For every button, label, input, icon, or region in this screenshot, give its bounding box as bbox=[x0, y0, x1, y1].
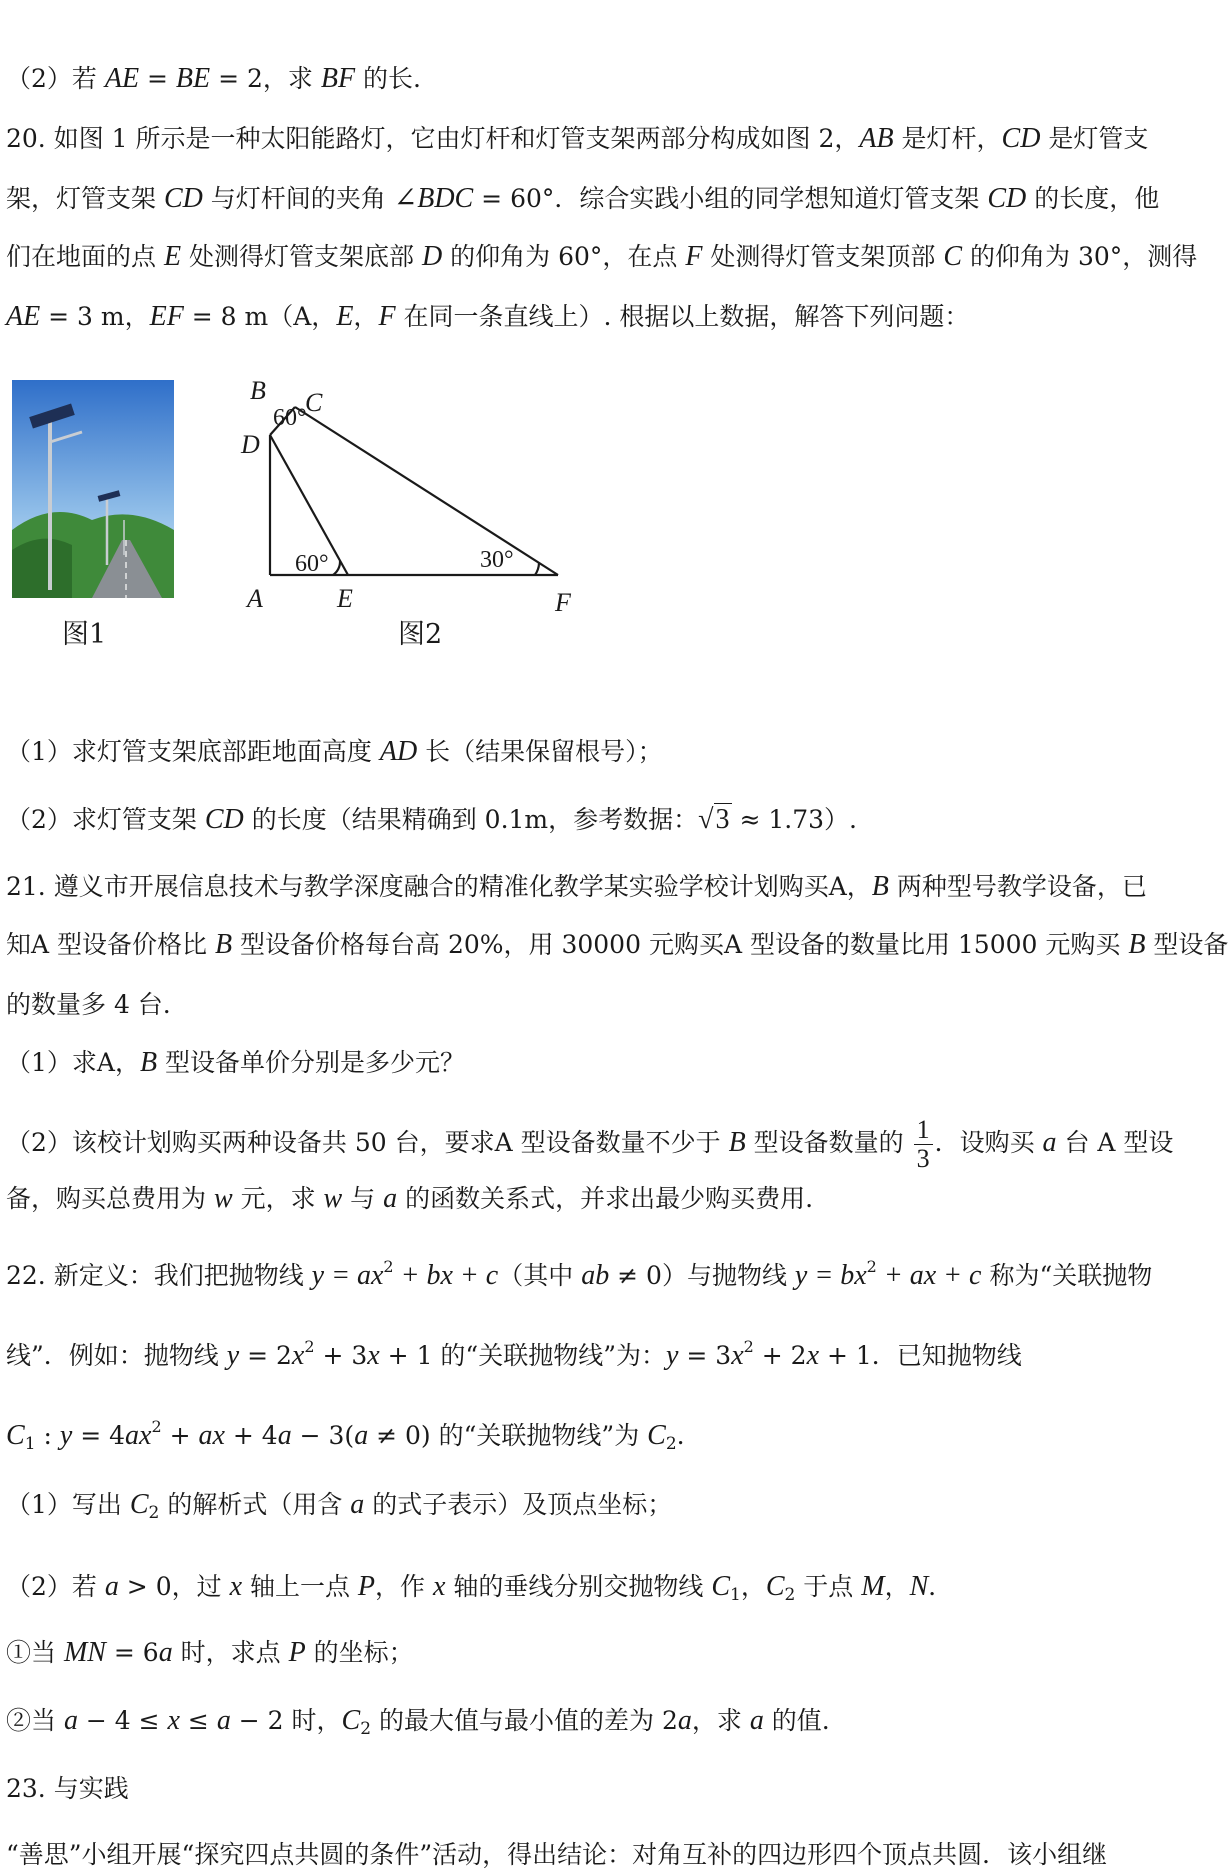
math-symbol: B bbox=[139, 1047, 158, 1078]
math-symbol: y = ax bbox=[311, 1260, 384, 1291]
math-superscript: 2 bbox=[866, 1257, 877, 1276]
math-sqrt bbox=[698, 803, 731, 835]
text-line-12 bbox=[6, 1182, 813, 1216]
text-line-4 bbox=[6, 300, 969, 334]
math-symbol: MN bbox=[63, 1637, 106, 1668]
text-line-8 bbox=[6, 928, 1228, 962]
text-run: 架，灯管支架 bbox=[6, 184, 164, 213]
label-f: F bbox=[555, 588, 571, 617]
figure-2-caption: 图2 bbox=[398, 619, 443, 650]
math-symbol: CD bbox=[204, 804, 244, 835]
math-subscript: 2 bbox=[665, 1434, 677, 1454]
text-line-10 bbox=[6, 1046, 465, 1080]
sqrt-sign: √ bbox=[698, 804, 714, 835]
math-symbol: ∠BDC bbox=[393, 183, 474, 214]
text-line-11 bbox=[6, 1116, 1173, 1173]
math-symbol: AE bbox=[104, 63, 140, 94]
math-superscript: 2 bbox=[383, 1257, 394, 1276]
math-symbol: w bbox=[323, 1183, 343, 1214]
text-run: 台 A 型设 bbox=[1056, 1128, 1174, 1157]
label-c: C bbox=[305, 388, 323, 417]
math-symbol: y bbox=[226, 1340, 240, 1371]
math-symbol: AB bbox=[859, 123, 894, 154]
math-symbol: x bbox=[367, 1340, 380, 1371]
text-run: 的坐标； bbox=[305, 1638, 414, 1667]
math-symbol: B bbox=[214, 929, 233, 960]
text-run: = 2，求 bbox=[210, 64, 321, 93]
text-run: 的最大值与最小值的差为 2 bbox=[371, 1706, 678, 1735]
text-run: 20. 如图 1 所示是一种太阳能路灯，它由灯杆和灯管支架两部分构成如图 2， bbox=[6, 124, 860, 153]
text-line-0 bbox=[6, 62, 421, 96]
math-symbol: C bbox=[711, 1571, 730, 1602]
angle-arc-e bbox=[333, 561, 340, 575]
text-run: ， bbox=[884, 1572, 910, 1601]
text-line-18 bbox=[6, 1636, 414, 1670]
math-symbol: a bbox=[677, 1705, 692, 1736]
math-symbol: F bbox=[378, 301, 396, 332]
math-fraction bbox=[914, 1116, 933, 1173]
text-run: ≠ 0）与抛物线 bbox=[609, 1261, 795, 1290]
text-run: （1）求A， bbox=[6, 1048, 140, 1077]
math-superscript: 2 bbox=[151, 1417, 162, 1436]
math-subscript: 1 bbox=[730, 1585, 741, 1605]
text-run: 是灯管支 bbox=[1040, 124, 1149, 153]
text-run: = 3 m， bbox=[40, 302, 150, 331]
text-run: 在同一条直线上）. 根据以上数据，解答下列问题： bbox=[395, 302, 970, 331]
text-run: ，作 bbox=[375, 1572, 433, 1601]
math-symbol: a bbox=[63, 1705, 78, 1736]
sqrt-radicand: 3 bbox=[715, 804, 730, 835]
math-symbol: P bbox=[288, 1637, 306, 1668]
math-symbol: y bbox=[59, 1420, 73, 1451]
text-line-1 bbox=[6, 122, 1148, 156]
text-line-15 bbox=[6, 1410, 685, 1461]
math-subscript: 2 bbox=[148, 1503, 160, 1523]
math-symbol: E bbox=[163, 241, 182, 272]
math-symbol: a bbox=[158, 1637, 173, 1668]
text-run: = 3 bbox=[678, 1341, 732, 1370]
math-symbol: y bbox=[666, 1340, 679, 1371]
text-line-16 bbox=[6, 1488, 672, 1530]
math-symbol: BF bbox=[320, 63, 356, 94]
text-run: 于点 bbox=[795, 1572, 862, 1601]
angle-arc-f bbox=[535, 563, 539, 575]
text-line-17 bbox=[6, 1570, 953, 1612]
text-run: ， bbox=[353, 302, 379, 331]
text-line-14 bbox=[6, 1330, 1022, 1373]
math-superscript: 2 bbox=[743, 1337, 754, 1356]
text-run: 与灯杆间的夹角 bbox=[202, 184, 394, 213]
text-run: 是灯杆， bbox=[893, 124, 1002, 153]
text-line-3 bbox=[6, 240, 1197, 274]
label-e: E bbox=[337, 584, 353, 613]
text-run: = bbox=[139, 64, 176, 93]
text-run: 型设备价格每台高 20%，用 30000 元购买A 型设备的数量比用 15000 元购买 bbox=[232, 930, 1129, 959]
angle-label-bdc: 60° bbox=[273, 405, 307, 431]
text-line-19 bbox=[6, 1704, 830, 1746]
text-run: − 3( bbox=[291, 1421, 355, 1450]
figure-2-diagram bbox=[225, 375, 585, 635]
text-line-5 bbox=[6, 735, 663, 769]
text-run: 时，求点 bbox=[172, 1638, 289, 1667]
text-run: 知A 型设备价格比 bbox=[6, 930, 215, 959]
math-symbol: a bbox=[383, 1183, 398, 1214]
math-symbol: B bbox=[728, 1127, 746, 1158]
angle-label-e: 60° bbox=[295, 551, 329, 577]
text-run: ． bbox=[928, 1572, 954, 1601]
text-run: 的解析式（用含 bbox=[159, 1490, 351, 1519]
text-line-20 bbox=[6, 1772, 129, 1806]
text-run: 的仰角为 30°，测得 bbox=[962, 242, 1198, 271]
math-symbol: C bbox=[341, 1705, 361, 1736]
text-run: “善思”小组开展“探究四点共圆的条件”活动，得出结论：对角互补的四边形四个顶点共圆．该小组继 bbox=[6, 1840, 1108, 1869]
text-run: = 2 bbox=[239, 1341, 292, 1370]
math-symbol: ax bbox=[125, 1420, 152, 1451]
math-symbol: EF bbox=[149, 301, 184, 332]
math-subscript: 2 bbox=[360, 1719, 372, 1739]
text-run: 的长度（结果精确到 0.1m，参考数据： bbox=[243, 805, 699, 834]
math-symbol: a bbox=[1042, 1127, 1057, 1158]
text-run: （2）该校计划购买两种设备共 50 台，要求A 型设备数量不少于 bbox=[6, 1128, 729, 1157]
text-run: （1）写出 bbox=[6, 1490, 130, 1519]
math-symbol: + ax + c bbox=[876, 1260, 982, 1291]
text-run: 的函数关系式，并求出最少购买费用. bbox=[397, 1184, 814, 1213]
math-symbol: x bbox=[731, 1340, 744, 1371]
math-symbol: x bbox=[229, 1571, 242, 1602]
text-run: 的仰角为 60°，在点 bbox=[442, 242, 686, 271]
math-symbol: C bbox=[765, 1571, 785, 1602]
fraction-denominator: 3 bbox=[916, 1144, 930, 1173]
text-run: 备，购买总费用为 bbox=[6, 1184, 214, 1213]
math-symbol: M bbox=[861, 1571, 885, 1602]
text-run: 与 bbox=[342, 1184, 384, 1213]
text-run: . bbox=[676, 1421, 685, 1450]
text-line-7 bbox=[6, 870, 1147, 904]
math-symbol: F bbox=[685, 241, 703, 272]
text-line-6 bbox=[6, 803, 857, 837]
text-run: + 2 bbox=[753, 1341, 807, 1370]
text-run: − 2 时， bbox=[230, 1706, 342, 1735]
text-run: ， bbox=[740, 1572, 766, 1601]
text-run: 轴上一点 bbox=[242, 1572, 358, 1601]
text-run: ≤ bbox=[179, 1706, 217, 1735]
math-subscript: 1 bbox=[24, 1434, 36, 1454]
text-run: 处测得灯管支架顶部 bbox=[702, 242, 944, 271]
math-symbol: C bbox=[647, 1420, 666, 1451]
text-run: = 60°．综合实践小组的同学想知道灯管支架 bbox=[473, 184, 988, 213]
text-line-13 bbox=[6, 1250, 1152, 1293]
text-run: ，求 bbox=[691, 1706, 750, 1735]
text-run: （2）若 bbox=[6, 64, 105, 93]
text-run: 元，求 bbox=[232, 1184, 324, 1213]
text-run: 的值. bbox=[763, 1706, 830, 1735]
text-run: = 8 m（A， bbox=[183, 302, 337, 331]
text-run: ②当 bbox=[6, 1706, 64, 1735]
math-symbol: a bbox=[354, 1420, 369, 1451]
text-run: + 4 bbox=[224, 1421, 278, 1450]
text-run: = 6 bbox=[105, 1638, 159, 1667]
math-symbol: x bbox=[291, 1340, 305, 1371]
fraction-numerator: 1 bbox=[914, 1116, 933, 1145]
label-b: B bbox=[250, 376, 266, 405]
text-run: 型设备数量的 bbox=[745, 1128, 912, 1157]
math-symbol: AE bbox=[6, 301, 41, 332]
math-symbol: CD bbox=[987, 183, 1027, 214]
text-run: （其中 bbox=[498, 1261, 582, 1290]
math-symbol: B bbox=[1128, 929, 1146, 960]
text-run: + 1 的“关联抛物线”为： bbox=[379, 1341, 666, 1370]
text-run: 的长度，他 bbox=[1026, 184, 1160, 213]
text-run: ≈ 1.73）. bbox=[731, 805, 857, 834]
math-subscript: 2 bbox=[784, 1585, 796, 1605]
label-a: A bbox=[247, 584, 263, 613]
text-line-9 bbox=[6, 988, 171, 1022]
text-run: + 1．已知抛物线 bbox=[819, 1341, 1022, 1370]
text-line-2 bbox=[6, 182, 1159, 216]
text-run: 处测得灯管支架底部 bbox=[181, 242, 422, 271]
math-symbol: y = bx bbox=[794, 1260, 867, 1291]
text-run: （2）求灯管支架 bbox=[6, 805, 205, 834]
text-run: 的长. bbox=[355, 64, 421, 93]
math-symbol: x bbox=[167, 1705, 180, 1736]
figure-1-caption: 图1 bbox=[62, 619, 107, 650]
text-run: 22. 新定义：我们把抛物线 bbox=[6, 1261, 312, 1290]
math-symbol: C bbox=[6, 1420, 25, 1451]
label-d: D bbox=[241, 430, 260, 459]
text-run: + bbox=[161, 1421, 199, 1450]
text-run: 线”．例如：抛物线 bbox=[6, 1341, 227, 1370]
math-symbol: a bbox=[350, 1489, 365, 1520]
text-run: 们在地面的点 bbox=[6, 242, 164, 271]
text-run: 长（结果保留根号）； bbox=[417, 737, 663, 766]
math-symbol: B bbox=[871, 871, 889, 902]
text-run: = 4 bbox=[72, 1421, 126, 1450]
math-symbol: AD bbox=[379, 736, 418, 767]
math-symbol: E bbox=[336, 301, 354, 332]
text-run: 称为“关联抛物 bbox=[981, 1261, 1153, 1290]
math-symbol: a bbox=[277, 1420, 292, 1451]
text-run: （2）若 bbox=[6, 1572, 105, 1601]
text-run: 的数量多 4 台. bbox=[6, 990, 171, 1019]
text-run: + 3 bbox=[314, 1341, 368, 1370]
math-symbol: + bx + c bbox=[393, 1260, 499, 1291]
math-symbol: x bbox=[432, 1571, 446, 1602]
math-superscript: 2 bbox=[304, 1337, 315, 1356]
math-symbol: P bbox=[357, 1571, 376, 1602]
math-symbol: BE bbox=[175, 63, 211, 94]
math-symbol: CD bbox=[1001, 123, 1041, 154]
text-run: 轴的垂线分别交抛物线 bbox=[445, 1572, 712, 1601]
text-run: ≠ 0) 的“关联抛物线”为 bbox=[368, 1421, 648, 1450]
text-run: 两种型号教学设备，已 bbox=[888, 872, 1147, 901]
text-run: 型设备单价分别是多少元？ bbox=[157, 1048, 466, 1077]
text-run: − 4 ≤ bbox=[77, 1706, 168, 1735]
text-run: : bbox=[35, 1421, 60, 1450]
text-run: ．设购买 bbox=[934, 1128, 1043, 1157]
math-symbol: ax bbox=[198, 1420, 225, 1451]
math-symbol: w bbox=[213, 1183, 233, 1214]
text-run: > 0，过 bbox=[118, 1572, 230, 1601]
figure-1-photo bbox=[12, 380, 174, 598]
text-run: ①当 bbox=[6, 1638, 64, 1667]
math-symbol: CD bbox=[163, 183, 203, 214]
angle-label-f: 30° bbox=[480, 547, 514, 573]
math-symbol: a bbox=[749, 1705, 764, 1736]
math-symbol: C bbox=[129, 1489, 149, 1520]
text-run: 23. 与实践 bbox=[6, 1774, 129, 1803]
math-symbol: ab bbox=[581, 1260, 610, 1291]
math-symbol: C bbox=[943, 241, 963, 272]
text-run: （1）求灯管支架底部距地面高度 bbox=[6, 737, 380, 766]
math-symbol: D bbox=[421, 241, 443, 272]
math-symbol: N bbox=[909, 1571, 929, 1602]
math-symbol: x bbox=[806, 1340, 819, 1371]
math-symbol: a bbox=[104, 1571, 119, 1602]
text-run: 型设备 bbox=[1145, 930, 1229, 959]
text-run: 21. 遵义市开展信息技术与教学深度融合的精准化教学某实验学校计划购买A， bbox=[6, 872, 872, 901]
text-run: 的式子表示）及顶点坐标； bbox=[364, 1490, 673, 1519]
math-symbol: a bbox=[216, 1705, 231, 1736]
